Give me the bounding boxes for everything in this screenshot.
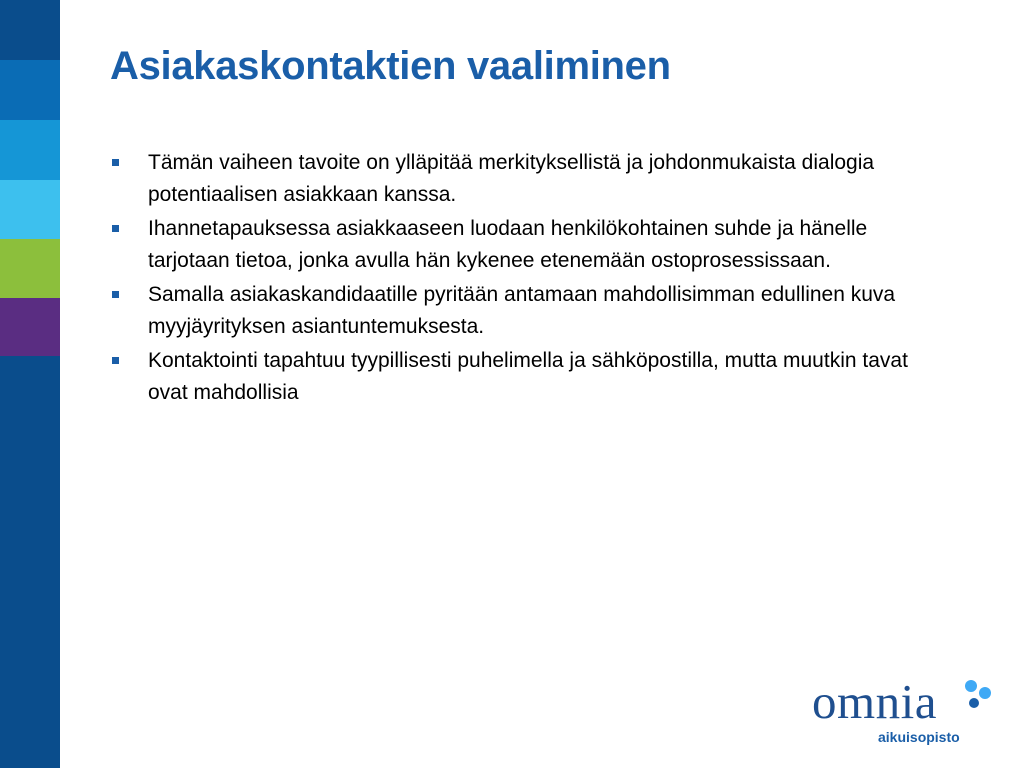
slide-title: Asiakaskontaktien vaaliminen: [110, 44, 671, 88]
logo-wordmark: omnia: [812, 674, 937, 729]
color-bar-segment-cyan: [0, 120, 60, 180]
sidebar-color-bar: [0, 0, 60, 768]
color-bar-segment-light-cyan: [0, 180, 60, 239]
bullet-item: [110, 345, 950, 409]
omnia-logo: [812, 674, 1002, 754]
bullet-text: Tämän vaiheen tavoite on ylläpitää merkityksellistä ja johdonmukaista dialogia potentiaalisen asiakkaan kanssa.: [148, 151, 875, 206]
square-bullet-icon: [112, 357, 119, 364]
bullet-text: Ihannetapauksessa asiakkaaseen luodaan henkilökohtainen suhde ja hänelle tarjotaan tietoa, jonka avulla hän kykenee etenemään ostoprosessissaan.: [148, 217, 868, 272]
color-bar-segment-dark-blue-bottom: [0, 356, 60, 768]
logo-dot-icon: [979, 687, 991, 699]
bullet-item: [110, 279, 950, 343]
bullet-text: Kontaktointi tapahtuu tyypillisesti puhelimella ja sähköpostilla, mutta muutkin tavat ovat mahdollisia: [148, 349, 908, 404]
color-bar-segment-dark-blue: [0, 0, 60, 60]
logo-subtitle: aikuisopisto: [878, 729, 960, 745]
logo-dot-icon: [965, 680, 977, 692]
square-bullet-icon: [112, 225, 119, 232]
color-bar-segment-green: [0, 239, 60, 298]
square-bullet-icon: [112, 291, 119, 298]
logo-dot-icon: [969, 698, 979, 708]
color-bar-segment-blue: [0, 60, 60, 120]
square-bullet-icon: [112, 159, 119, 166]
bullet-item: [110, 213, 950, 277]
logo-dots-icon: [958, 676, 998, 716]
bullet-list: [110, 147, 950, 411]
color-bar-segment-purple: [0, 298, 60, 356]
bullet-text: Samalla asiakaskandidaatille pyritään antamaan mahdollisimman edullinen kuva myyjäyrityksen asiantuntemuksesta.: [148, 283, 896, 338]
bullet-item: [110, 147, 950, 211]
